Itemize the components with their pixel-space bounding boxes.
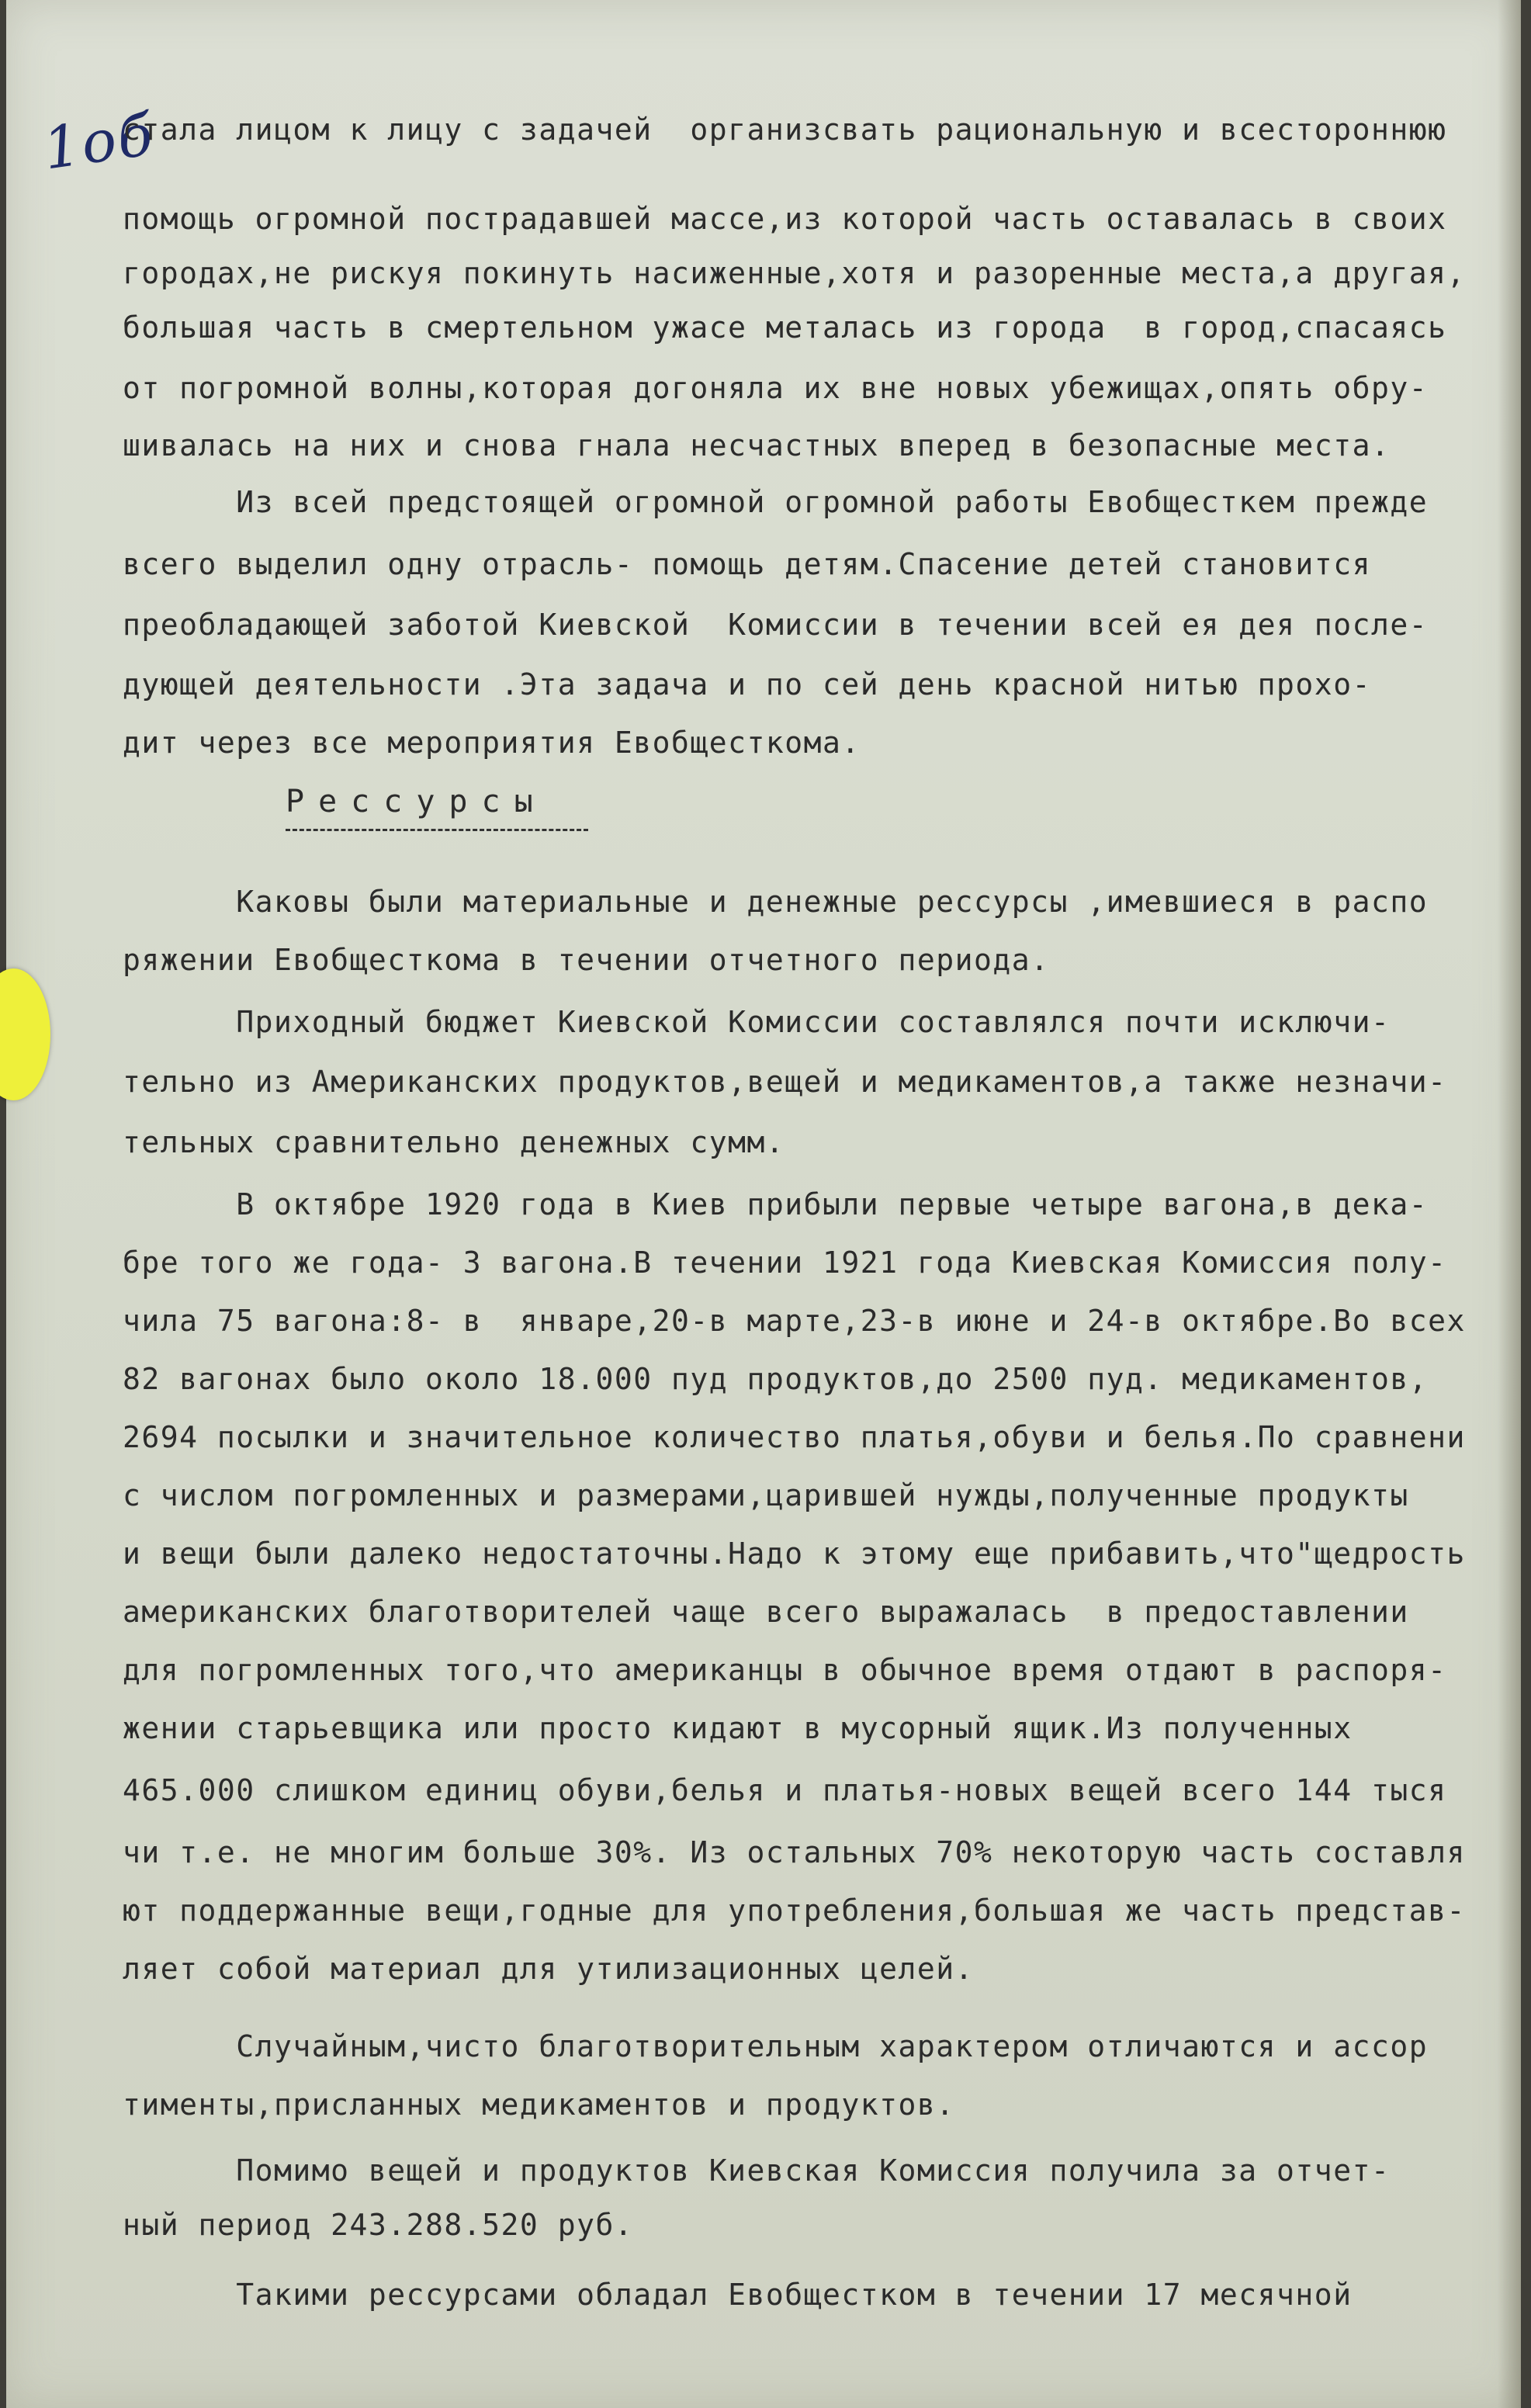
page-edge-shadow	[1498, 0, 1521, 2408]
section-heading: Рессурсы	[286, 784, 547, 819]
document-page	[6, 0, 1521, 2408]
text-line: Помимо вещей и продуктов Киевская Комиссия получила за отчет-	[123, 2153, 1391, 2188]
text-line: шивалась на них и снова гнала несчастных вперед в безопасные места.	[123, 428, 1391, 463]
text-line: преобладающей заботой Киевской Комиссии в течении всей ея дея после-	[123, 608, 1429, 642]
text-line: 465.000 слишком единиц обуви,белья и платья-новых вещей всего 144 тыся	[123, 1773, 1447, 1807]
text-line: бре того же года- 3 вагона.В течении 1921 года Киевская Комиссия полу-	[123, 1246, 1447, 1280]
text-line: Приходный бюджет Киевской Комиссии составлялся почти исключи-	[123, 1005, 1391, 1039]
text-line: помощь огромной пострадавшей массе,из которой часть оставалась в своих	[123, 202, 1447, 236]
text-line: Случайным,чисто благотворительным характером отличаются и ассор	[123, 2029, 1429, 2063]
handwritten-page-number: 1об	[39, 101, 159, 183]
text-line: стала лицом к лицу с задачей организсвать рациональную и всестороннюю	[123, 113, 1447, 147]
text-line: от погромной волны,которая догоняла их вне новых убежищах,опять обру-	[123, 371, 1429, 405]
text-line: дит через все мероприятия Евобщесткома.	[123, 726, 861, 760]
text-line: тельно из Американских продуктов,вещей и медикаментов,а также незначи-	[123, 1065, 1447, 1099]
text-line: чи т.е. не многим больше 30%. Из остальных 70% некоторую часть составля	[123, 1835, 1466, 1869]
text-line: для погромленных того,что американцы в обычное время отдают в распоря-	[123, 1653, 1447, 1687]
text-line: дующей деятельности .Эта задача и по сей день красной нитью прохо-	[123, 667, 1371, 702]
text-line: Из всей предстоящей огромной огромной работы Евобщесткем прежде	[123, 485, 1429, 519]
heading-underline	[286, 829, 588, 831]
text-line: Каковы были материальные и денежные рессурсы ,имевшиеся в распо	[123, 885, 1429, 919]
text-line: ют поддержанные вещи,годные для употребления,большая же часть представ-	[123, 1893, 1466, 1928]
text-line: жении старьевщика или просто кидают в мусорный ящик.Из полученных	[123, 1711, 1353, 1745]
text-line: с числом погромленных и размерами,царившей нужды,полученные продукты	[123, 1478, 1409, 1512]
text-line: городах,не рискуя покинуть насиженные,хотя и разоренные места,а другая,	[123, 256, 1466, 290]
text-line: ляет собой материал для утилизационных целей.	[123, 1952, 975, 1986]
text-line: американских благотворителей чаще всего выражалась в предоставлении	[123, 1595, 1409, 1629]
text-line: всего выделил одну отрасль- помощь детям.Спасение детей становится	[123, 547, 1371, 581]
text-line: 82 вагонах было около 18.000 пуд продуктов,до 2500 пуд. медикаментов,	[123, 1362, 1429, 1396]
text-line: В октябре 1920 года в Киев прибыли первые четыре вагона,в дека-	[123, 1187, 1429, 1221]
text-line: ный период 243.288.520 руб.	[123, 2208, 634, 2242]
text-line: Такими рессурсами обладал Евобщестком в течении 17 месячной	[123, 2278, 1353, 2312]
text-line: и вещи были далеко недостаточны.Надо к этому еще прибавить,что"щедрость	[123, 1537, 1466, 1571]
text-line: тименты,присланных медикаментов и продуктов.	[123, 2088, 955, 2122]
text-line: большая часть в смертельном ужасе металась из города в город,спасаясь	[123, 310, 1447, 345]
text-line: чила 75 вагона:8- в январе,20-в марте,23-в июне и 24-в октябре.Во всех	[123, 1304, 1466, 1338]
text-line: 2694 посылки и значительное количество платья,обуви и белья.По сравнени	[123, 1420, 1466, 1454]
text-line: ряжении Евобщесткома в течении отчетного периода.	[123, 943, 1050, 977]
text-line: тельных сравнительно денежных сумм.	[123, 1125, 785, 1159]
